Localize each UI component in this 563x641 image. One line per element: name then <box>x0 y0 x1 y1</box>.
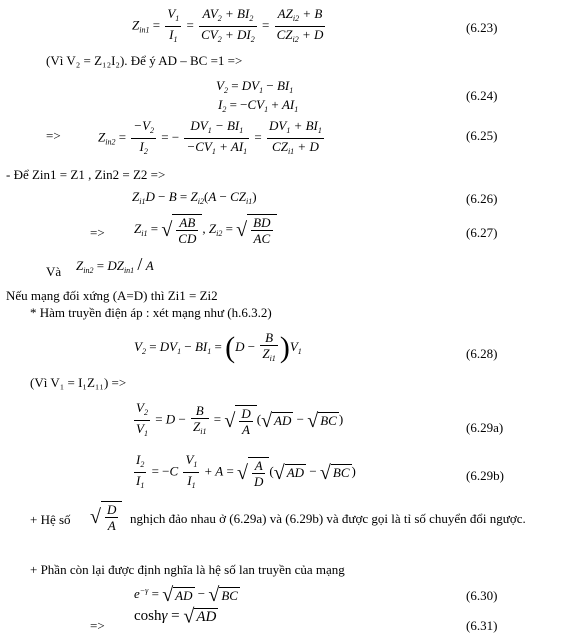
equation-number: (6.29b) <box>466 468 504 483</box>
text-line: (Vì V₂ = Z₁₂I₂). Để ý AD – BC =1 => <box>46 53 243 68</box>
equation-number: (6.23) <box>466 20 498 35</box>
equation-number: (6.27) <box>466 225 498 240</box>
equation-number: (6.29a) <box>466 420 504 435</box>
equation-number: (6.24) <box>466 88 498 103</box>
equation-6-27: $Z_{i1}$ = √ $\frac{AB}{CD}$ , $Z_{i2}$ = √ $\frac{BD}{AC}$ <box>134 214 277 246</box>
text-line: - Để Zin1 = Z1 , Zin2 = Z2 => <box>6 167 166 182</box>
text-line: + Phần còn lại được định nghĩa là hệ số lan truyền của mạng <box>30 562 345 577</box>
equation-number: (6.30) <box>466 588 498 603</box>
equation-va: $Z_{in2} = DZ_{in1} / A$ <box>76 254 154 275</box>
paragraph: nghịch đảo nhau ở (6.29a) và (6.29b) và được gọi là tỉ số chuyển đổi ngược. <box>130 511 526 526</box>
equation-6-26: $Z_{i1}D - B = Z_{i2}(A - CZ_{i1})$ <box>132 189 257 206</box>
text-line: Và <box>46 264 62 279</box>
equation-6-29b: $\frac{I_2}{I_1}$ = −C $\frac{V_1}{I_1}$ + A = √ $\frac{A}{D}$ (√ AD − √ BC ) <box>136 452 356 490</box>
equation-6-28: $V_2 = DV_1 - BI_1 = (D$ − $\frac{B}{Z_{i1}}$ )$V_1$ <box>134 330 302 364</box>
arrow: => <box>90 225 105 240</box>
sqrt-d-over-a: √ $\frac{D}{A}$ <box>90 501 122 533</box>
arrow: => <box>46 128 61 143</box>
equation-6-23: $Z_{in1}$ = $\frac{V_1}{I_1}$ = $\frac{AV_2 + BI_2}{CV_2 + DI_2}$ = $\frac{AZ_{i2} + B}{CZ_{i2} + D}$ <box>132 6 324 44</box>
equation-number: (6.26) <box>466 191 498 206</box>
text-line: (Vì V₁ = I₁Z₁₁) => <box>30 375 127 390</box>
equation-number: (6.28) <box>466 346 498 361</box>
text-line: + Hệ số <box>30 512 71 527</box>
equation-6-31: coshγ = √ AD <box>134 605 217 628</box>
equation-6-24b: $I_2 = -CV_1 + AI_1$ <box>218 97 299 114</box>
equation-6-24: $V_2 = DV_1 - BI_1$ <box>216 78 294 95</box>
equation-number: (6.31) <box>466 618 498 633</box>
equation-6-25: $Z_{in2}$ = $\frac{-V_2}{I_2}$ = − $\frac{DV_1 - BI_1}{-CV_1 + AI_1}$ = $\frac{DV_1 + BI_1}{CZ_{i1} + D}$ <box>98 118 322 156</box>
text-line: * Hàm truyền điện áp : xét mạng như (h.6.3.2) <box>30 305 272 320</box>
equation-number: (6.25) <box>466 128 498 143</box>
arrow: => <box>90 618 105 633</box>
text-line: Nếu mạng đối xứng (A=D) thì Zi1 = Zi2 <box>6 288 218 303</box>
equation-6-29a: $\frac{V_2}{V_1}$ = D − $\frac{B}{Z_{i1}}$ = √ $\frac{D}{A}$ (√ AD − √ BC ) <box>136 400 344 438</box>
equation-6-30: $e^{-\gamma}$ = √ AD − √ BC <box>134 584 238 607</box>
